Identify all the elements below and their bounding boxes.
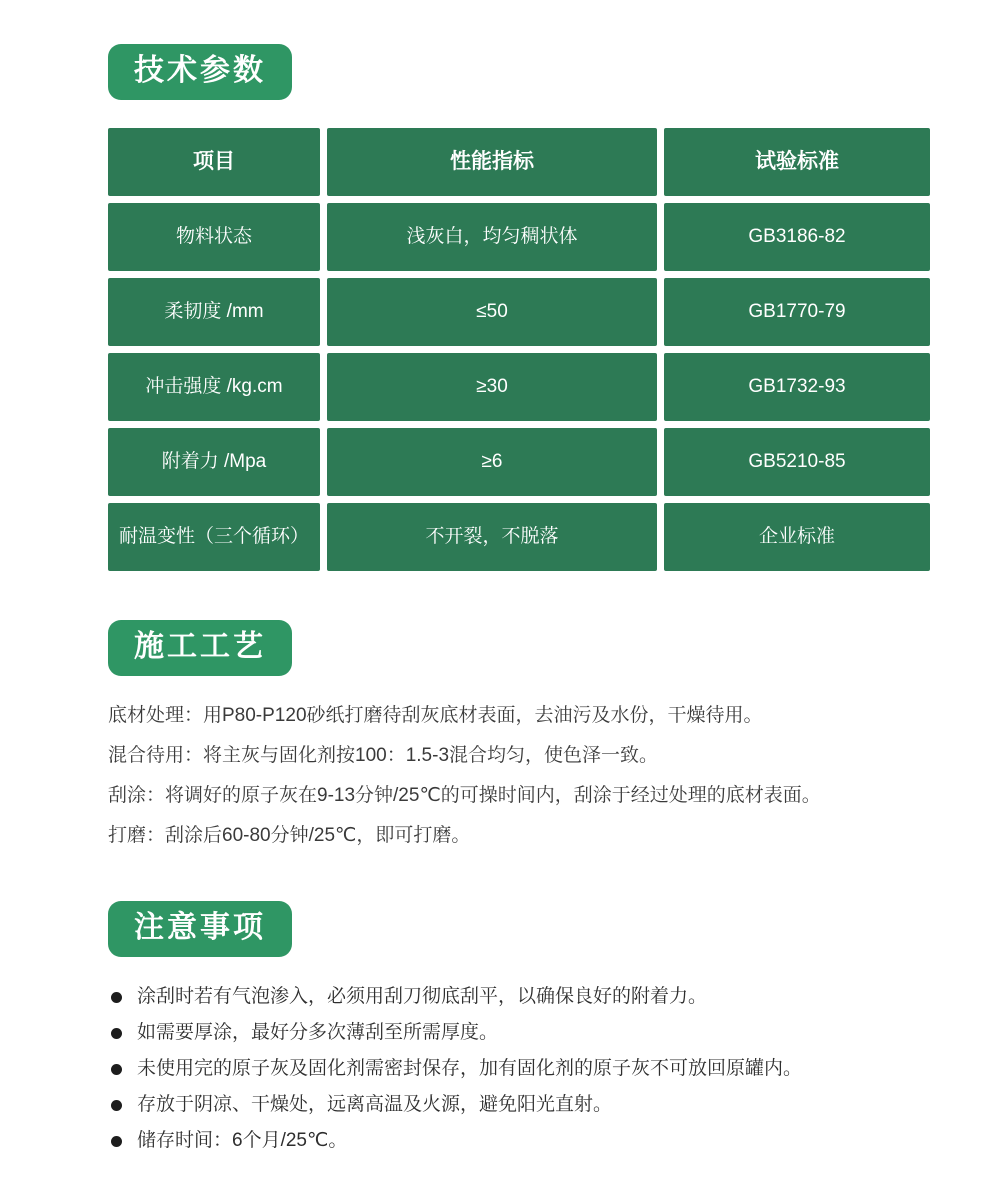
table-cell: 柔韧度 /mm <box>108 278 320 346</box>
bullet-icon <box>111 992 122 1003</box>
table-header-standard: 试验标准 <box>664 128 930 196</box>
notes-list <box>108 984 930 1154</box>
note-item <box>108 984 930 1010</box>
process-step-mixing: 混合待用：将主灰与固化剂按100：1.5-3混合均匀，使色泽一致。 <box>108 745 659 766</box>
bullet-icon <box>111 1100 122 1111</box>
table-cell: 浅灰白，均匀稠状体 <box>327 203 657 271</box>
bullet-icon <box>111 1028 122 1039</box>
table-cell: 耐温变性（三个循环） <box>108 503 320 571</box>
table-cell: GB3186-82 <box>664 203 930 271</box>
section-badge-tech-params <box>108 44 292 100</box>
section-title-notes: 注意事项 <box>134 911 266 944</box>
section-title-process: 施工工艺 <box>134 630 266 663</box>
note-item <box>108 1092 930 1118</box>
section-badge-notes <box>108 901 292 957</box>
table-cell: GB5210-85 <box>664 428 930 496</box>
note-text: 涂刮时若有气泡渗入，必须用刮刀彻底刮平，以确保良好的附着力。 <box>137 986 708 1007</box>
note-text: 储存时间：6个月/25℃。 <box>137 1130 348 1151</box>
note-item <box>108 1020 930 1046</box>
table-header-performance: 性能指标 <box>327 128 657 196</box>
note-text: 如需要厚涂，最好分多次薄刮至所需厚度。 <box>137 1022 499 1043</box>
table-cell: 企业标准 <box>664 503 930 571</box>
tech-params-table <box>108 128 930 571</box>
process-steps <box>108 703 930 849</box>
table-cell: 冲击强度 /kg.cm <box>108 353 320 421</box>
table-cell: 物料状态 <box>108 203 320 271</box>
bullet-icon <box>111 1064 122 1075</box>
table-cell: GB1770-79 <box>664 278 930 346</box>
process-step-substrate: 底材处理：用P80-P120砂纸打磨待刮灰底材表面，去油污及水份，干燥待用。 <box>108 705 763 726</box>
process-step-applying: 刮涂：将调好的原子灰在9-13分钟/25℃的可操时间内，刮涂于经过处理的底材表面。 <box>108 785 821 806</box>
table-cell: ≥30 <box>327 353 657 421</box>
note-text: 未使用完的原子灰及固化剂需密封保存，加有固化剂的原子灰不可放回原罐内。 <box>137 1058 803 1079</box>
table-cell: ≤50 <box>327 278 657 346</box>
bullet-icon <box>111 1136 122 1147</box>
table-cell: 不开裂，不脱落 <box>327 503 657 571</box>
table-cell: 附着力 /Mpa <box>108 428 320 496</box>
section-title-tech-params: 技术参数 <box>134 54 266 87</box>
note-item <box>108 1056 930 1082</box>
section-badge-process <box>108 620 292 676</box>
process-step-sanding: 打磨：刮涂后60-80分钟/25℃，即可打磨。 <box>108 825 471 846</box>
table-cell: ≥6 <box>327 428 657 496</box>
table-header-item: 项目 <box>108 128 320 196</box>
note-text: 存放于阴凉、干燥处，远离高温及火源，避免阳光直射。 <box>137 1094 613 1115</box>
note-item <box>108 1128 930 1154</box>
table-cell: GB1732-93 <box>664 353 930 421</box>
